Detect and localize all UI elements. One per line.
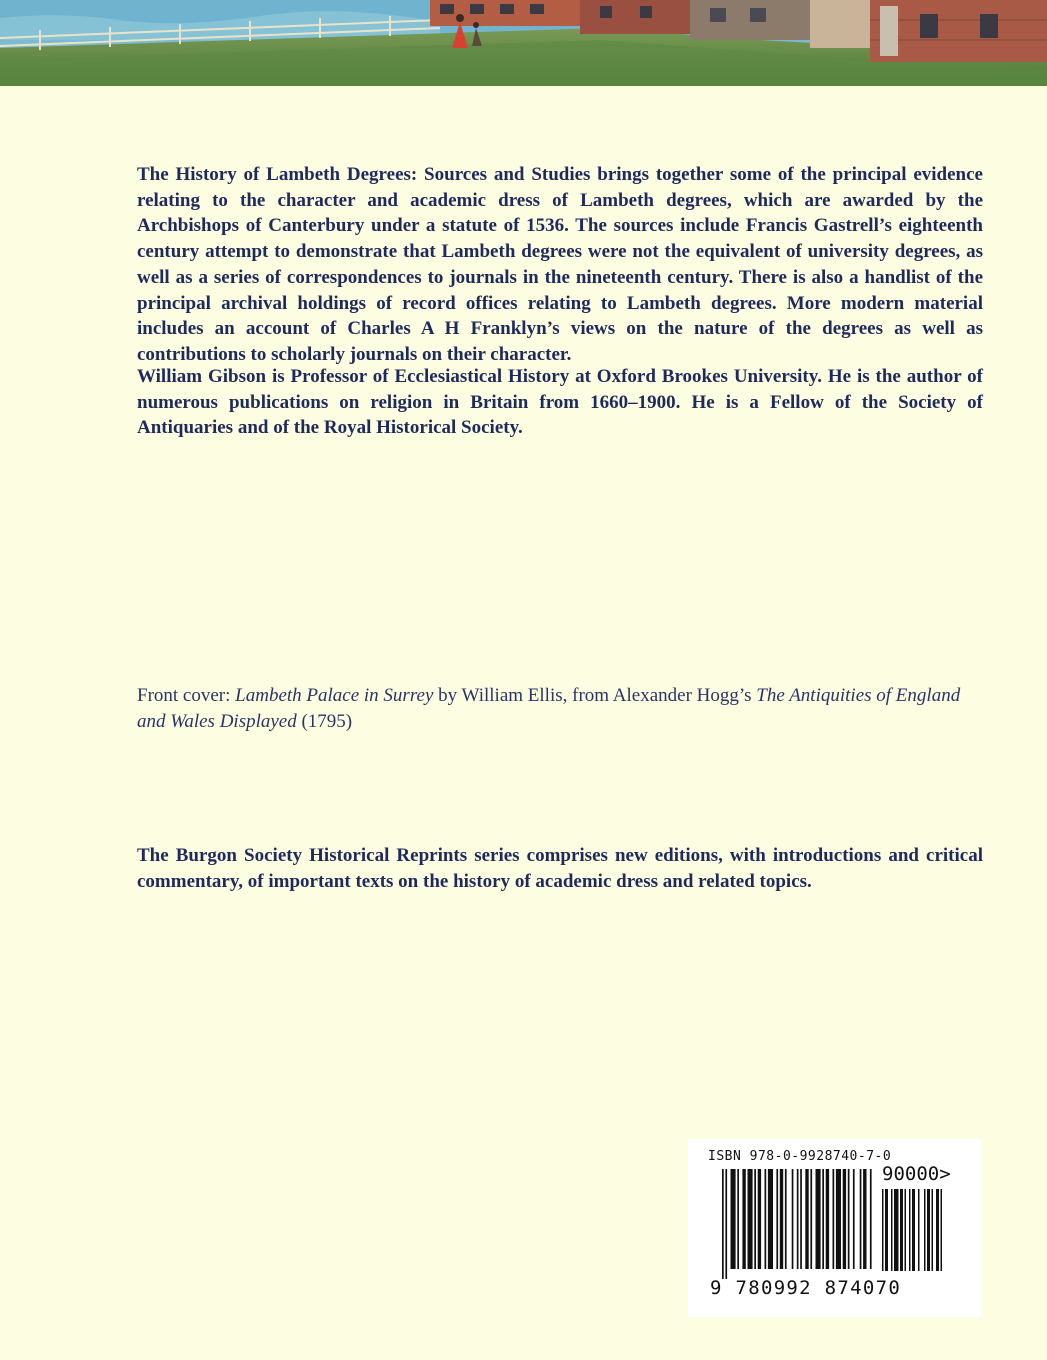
intro-paragraph: The History of Lambeth Degrees: Sources and Studies brings together some of the principal evidence relating to the character and academic dress of Lambeth degrees, which are awarded by the Archbishops of Canterbury under a statute of 1536. The sources include Francis Gastrell’s eighteenth century attempt to demonstrate that Lambeth degrees were not the equivalent of university degrees, as well as a series of correspondences to journals in the nineteenth century. There is also a handlist of the principal archival holdings of record offices relating to Lambeth degrees. More modern material includes an account of Charles A H Franklyn’s views on the nature of the degrees as well as contributions to scholarly journals on their character. bbox=[137, 164, 983, 365]
barcode-bar bbox=[816, 1169, 821, 1269]
ean-barcode-bars bbox=[722, 1169, 872, 1279]
barcode-bar bbox=[941, 1189, 943, 1271]
cover-image-caption bbox=[137, 683, 983, 735]
barcode-bar bbox=[797, 1169, 799, 1269]
barcode-bar bbox=[805, 1169, 808, 1269]
barcode-bar bbox=[800, 1169, 802, 1269]
barcode-bar bbox=[785, 1169, 787, 1269]
barcode-bar bbox=[863, 1169, 866, 1269]
barcode-bar bbox=[860, 1169, 862, 1269]
isbn-barcode bbox=[688, 1139, 982, 1317]
barcode-bar bbox=[822, 1169, 824, 1269]
barcode-bar bbox=[722, 1169, 724, 1279]
barcode-bar bbox=[833, 1169, 835, 1269]
author-bio-paragraph: William Gibson is Professor of Ecclesiastical History at Oxford Brookes University. He is the author of numerous publications on religion in Britain from 1660–1900. He is a Fellow of the Society of Antiquaries and of the Royal Historical Society. bbox=[137, 366, 983, 439]
barcode-bar bbox=[912, 1189, 915, 1271]
barcode-bar bbox=[843, 1169, 846, 1269]
barcode-bar bbox=[870, 1169, 872, 1269]
ean-digits: 9 780992 874070 bbox=[710, 1277, 902, 1299]
isbn-label: ISBN 978-0-9928740-7-0 bbox=[708, 1149, 892, 1164]
barcode-bar bbox=[918, 1189, 920, 1271]
barcode-bar bbox=[768, 1169, 773, 1269]
barcode-bar bbox=[891, 1189, 893, 1271]
barcode-bar bbox=[882, 1189, 884, 1271]
barcode-bar bbox=[905, 1189, 907, 1271]
barcode-bar bbox=[936, 1189, 939, 1271]
barcode-bar bbox=[754, 1169, 756, 1269]
caption-book-title: The Antiquities of England and Wales Displayed bbox=[137, 685, 961, 732]
price-code: 90000> bbox=[882, 1163, 951, 1185]
barcode-bar bbox=[725, 1169, 727, 1279]
addon-barcode-bars bbox=[882, 1189, 954, 1279]
barcode-bar bbox=[758, 1169, 761, 1269]
barcode-bar bbox=[848, 1169, 850, 1269]
caption-suffix: (1795) bbox=[296, 711, 353, 732]
barcode-bar bbox=[932, 1189, 934, 1271]
barcode-bar bbox=[826, 1169, 829, 1269]
caption-artwork-title: Lambeth Palace in Surrey bbox=[235, 685, 434, 706]
barcode-bar bbox=[894, 1189, 899, 1271]
barcode-bar bbox=[742, 1169, 745, 1269]
barcode-bar bbox=[780, 1169, 783, 1269]
barcode-bar bbox=[731, 1169, 736, 1269]
barcode-bar bbox=[765, 1169, 767, 1269]
barcode-bar bbox=[776, 1169, 778, 1269]
barcode-bar bbox=[927, 1189, 930, 1271]
barcode-bar bbox=[748, 1169, 753, 1269]
cover-illustration-strip bbox=[0, 0, 1047, 86]
lambeth-palace-painting bbox=[0, 0, 1047, 86]
barcode-bar bbox=[836, 1169, 841, 1269]
series-blurb-paragraph: The Burgon Society Historical Reprints series comprises new editions, with introductions and critical commentary, of important texts on the history of academic dress and related topics. bbox=[137, 845, 983, 892]
barcode-bar bbox=[909, 1189, 911, 1271]
caption-prefix: Front cover: bbox=[137, 685, 236, 706]
barcode-bar bbox=[737, 1169, 739, 1269]
barcode-bar bbox=[810, 1169, 812, 1269]
barcode-bar bbox=[900, 1189, 903, 1271]
barcode-bar bbox=[924, 1189, 926, 1271]
caption-middle: by William Ellis, from Alexander Hogg’s bbox=[433, 685, 757, 706]
barcode-bar bbox=[853, 1169, 855, 1269]
barcode-bar bbox=[885, 1189, 888, 1271]
barcode-bar bbox=[792, 1169, 794, 1269]
